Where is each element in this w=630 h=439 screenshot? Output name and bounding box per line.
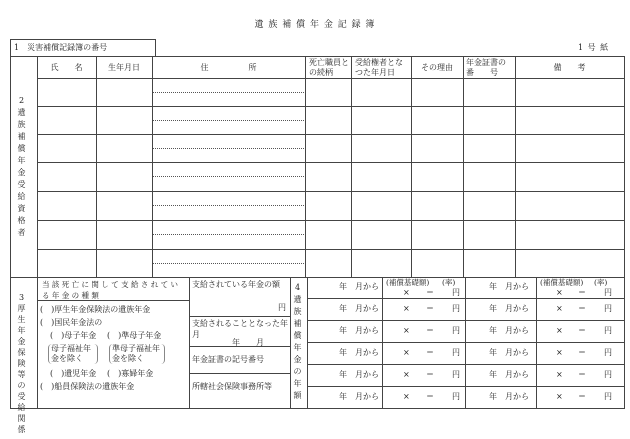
yen-right-6: 円 bbox=[604, 392, 612, 401]
start-month-label: 支給されることとなった年月 bbox=[192, 319, 288, 339]
times-left-5: × bbox=[403, 370, 410, 379]
equals-right-2: ＝ bbox=[578, 304, 586, 313]
pension-type-1: ( )厚生年金保険法の遺族年金 bbox=[40, 305, 151, 314]
from-month-left-6: 年 月から bbox=[339, 392, 379, 401]
equals-right-3: ＝ bbox=[578, 326, 586, 335]
equals-left-5: ＝ bbox=[426, 370, 434, 379]
yen-left-4: 円 bbox=[452, 348, 460, 357]
section-4-label: 4遺族補償年金の年額 bbox=[293, 283, 302, 400]
section-2-label: 2遺族補償年金受給資格者 bbox=[17, 96, 26, 237]
from-month-right-2: 年 月から bbox=[489, 304, 529, 313]
cert-symbol-label: 年金証書の記号番号 bbox=[192, 355, 264, 364]
times-left-1: × bbox=[403, 288, 410, 297]
header-name: 氏 名 bbox=[50, 63, 83, 72]
from-month-left-1: 年 月から bbox=[339, 282, 379, 291]
form-title: 遺 族 補 償 年 金 記 録 簿 bbox=[254, 20, 376, 30]
rate-header-right: (率) bbox=[594, 278, 608, 287]
start-year-month: 年 月 bbox=[232, 338, 264, 347]
yen-right-4: 円 bbox=[604, 348, 612, 357]
header-acquired: 受給権者となつた年月日 bbox=[355, 58, 403, 77]
header-reason: その理由 bbox=[421, 63, 453, 72]
pension-amount-header: 支給されている年金の額 bbox=[192, 280, 280, 289]
header-cert-no: 年金証書の番 号 bbox=[466, 58, 506, 77]
from-month-left-5: 年 月から bbox=[339, 370, 379, 379]
times-right-5: × bbox=[556, 370, 563, 379]
from-month-left-4: 年 月から bbox=[339, 348, 379, 357]
yen-left-3: 円 bbox=[452, 326, 460, 335]
yen-left-6: 円 bbox=[452, 392, 460, 401]
from-month-right-5: 年 月から bbox=[489, 370, 529, 379]
record-number-label: 1 災害補償記録簿の番号 bbox=[14, 43, 108, 52]
header-relation: 死亡職員との続柄 bbox=[309, 58, 349, 77]
from-month-right-1: 年 月から bbox=[489, 282, 529, 291]
pension-type-4: ( )準母子年金 bbox=[107, 331, 162, 340]
times-right-1: × bbox=[556, 288, 563, 297]
times-left-6: × bbox=[403, 392, 410, 401]
base-amount-header-left: (補償基礎額) bbox=[386, 278, 430, 287]
from-month-left-2: 年 月から bbox=[339, 304, 379, 313]
pension-type-7: ( )船員保険法の遺族年金 bbox=[40, 382, 135, 391]
pension-note-1: 母子福祉年金を除く bbox=[48, 344, 98, 364]
times-left-4: × bbox=[403, 348, 410, 357]
equals-left-4: ＝ bbox=[426, 348, 434, 357]
times-left-3: × bbox=[403, 326, 410, 335]
from-month-right-4: 年 月から bbox=[489, 348, 529, 357]
pension-type-3: ( )母子年金 bbox=[50, 331, 97, 340]
pension-type-2: ( )国民年金法の bbox=[40, 318, 103, 327]
equals-left-2: ＝ bbox=[426, 304, 434, 313]
equals-left-6: ＝ bbox=[426, 392, 434, 401]
equals-left-1: ＝ bbox=[426, 288, 434, 297]
header-remarks: 備 考 bbox=[553, 63, 586, 72]
equals-right-1: ＝ bbox=[578, 288, 586, 297]
yen-right-1: 円 bbox=[604, 288, 612, 297]
yen-right-5: 円 bbox=[604, 370, 612, 379]
yen-right-2: 円 bbox=[604, 304, 612, 313]
equals-right-6: ＝ bbox=[578, 392, 586, 401]
pension-amount-yen: 円 bbox=[278, 303, 286, 312]
insurance-office-label: 所轄社会保険事務所等 bbox=[192, 382, 272, 391]
from-month-left-3: 年 月から bbox=[339, 326, 379, 335]
section-3-label: 3厚生年金保険等の受給関係 bbox=[17, 293, 26, 434]
pension-type-6: ( )寡婦年金 bbox=[107, 369, 154, 378]
equals-right-4: ＝ bbox=[578, 348, 586, 357]
yen-left-2: 円 bbox=[452, 304, 460, 313]
from-month-right-6: 年 月から bbox=[489, 392, 529, 401]
times-right-6: × bbox=[556, 392, 563, 401]
sheet-number: 1 号 紙 bbox=[578, 43, 610, 52]
header-dob: 生年月日 bbox=[108, 63, 140, 72]
rate-header-left: (率) bbox=[442, 278, 456, 287]
equals-right-5: ＝ bbox=[578, 370, 586, 379]
pension-note-2: 準母子福祉年金を除く bbox=[109, 344, 165, 364]
yen-left-5: 円 bbox=[452, 370, 460, 379]
header-address: 住 所 bbox=[200, 63, 257, 72]
times-left-2: × bbox=[403, 304, 410, 313]
equals-left-3: ＝ bbox=[426, 326, 434, 335]
pension-type-header: 当 該 死 亡 に 関 し て 支 給 さ れ て い る 年 金 の 種 類 bbox=[42, 280, 178, 300]
from-month-right-3: 年 月から bbox=[489, 326, 529, 335]
times-right-2: × bbox=[556, 304, 563, 313]
pension-type-5: ( )遺児年金 bbox=[50, 369, 97, 378]
times-right-4: × bbox=[556, 348, 563, 357]
times-right-3: × bbox=[556, 326, 563, 335]
base-amount-header-right: (補償基礎額) bbox=[540, 278, 584, 287]
yen-left-1: 円 bbox=[452, 288, 460, 297]
yen-right-3: 円 bbox=[604, 326, 612, 335]
